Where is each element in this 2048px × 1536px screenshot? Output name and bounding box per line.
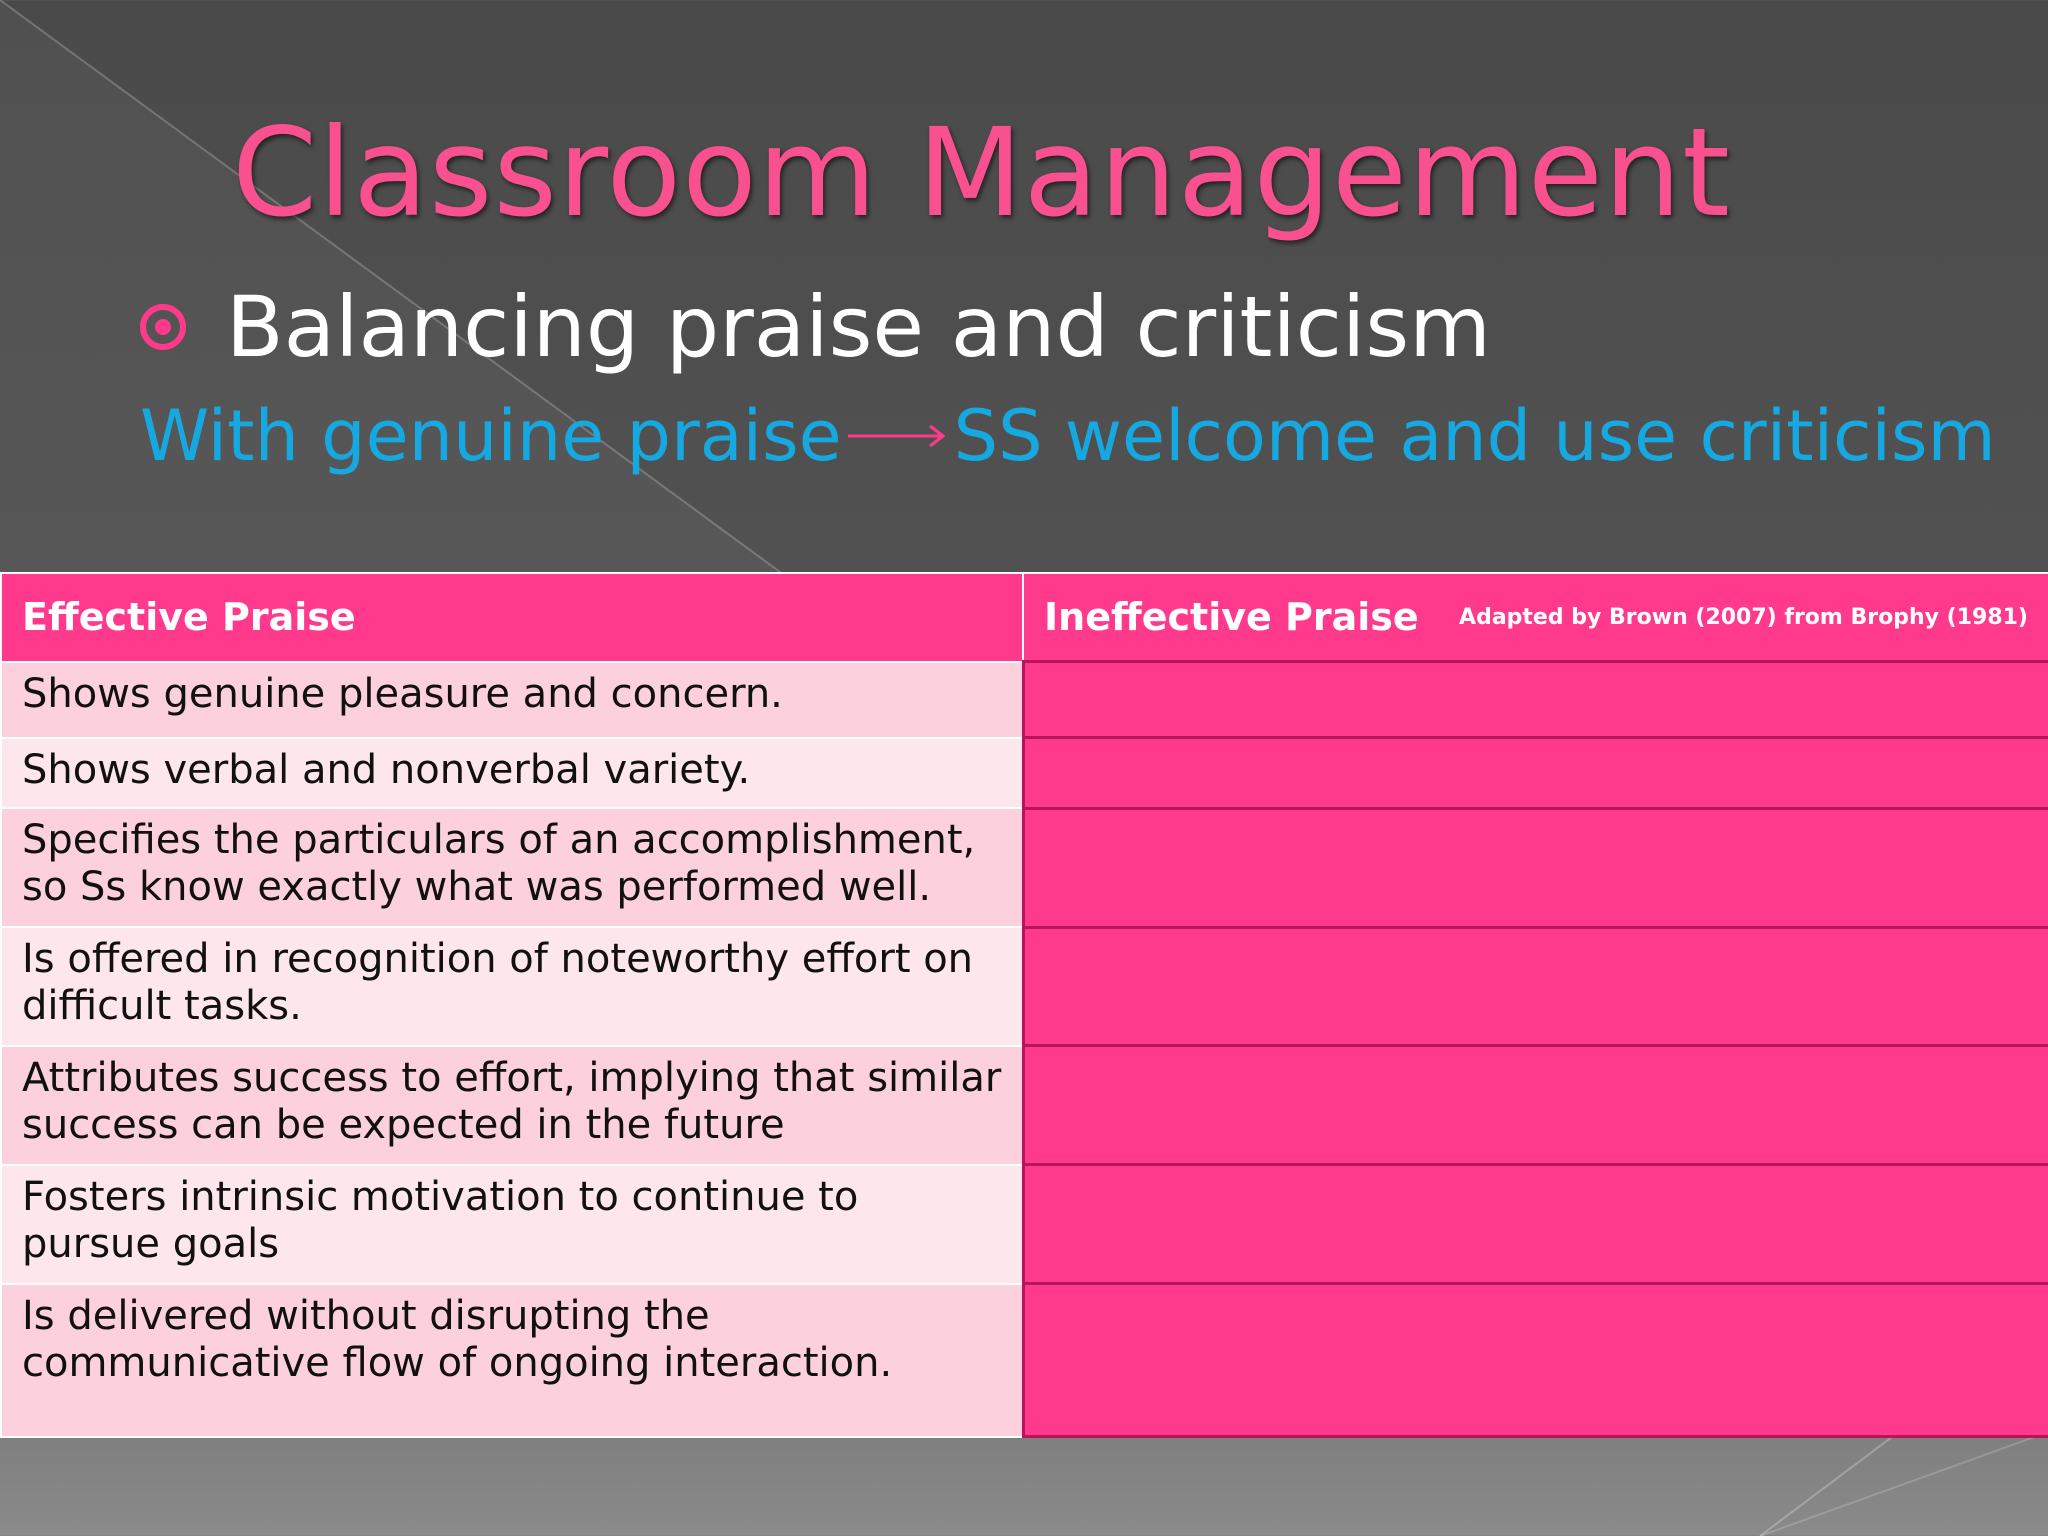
table-row bbox=[1, 1046, 2048, 1165]
table-row bbox=[1, 927, 2048, 1046]
table-row bbox=[1, 662, 2048, 738]
effective-cell: Shows verbal and nonverbal variety. bbox=[1, 738, 1023, 808]
effective-cell: Fosters intrinsic motivation to continue to pursue goals bbox=[1, 1165, 1023, 1284]
ineffective-cell-covered bbox=[1023, 1046, 2048, 1165]
effective-cell: Shows genuine pleasure and concern. bbox=[1, 662, 1023, 738]
table-header-row bbox=[1, 573, 2048, 662]
subtitle-part-2: SS welcome and use criticism bbox=[953, 395, 1996, 477]
effective-cell: Is offered in recognition of noteworthy effort on difficult tasks. bbox=[1, 927, 1023, 1046]
ineffective-cell-covered bbox=[1023, 738, 2048, 808]
ineffective-cell-covered bbox=[1023, 1284, 2048, 1437]
praise-table bbox=[0, 572, 2048, 1438]
table-row bbox=[1, 808, 2048, 927]
effective-cell: Attributes success to effort, implying that similar success can be expected in the future bbox=[1, 1046, 1023, 1165]
header-effective-praise: Effective Praise bbox=[1, 573, 1023, 662]
source-credit: Adapted by Brown (2007) from Brophy (1981) bbox=[1459, 604, 2028, 630]
header-ineffective-praise bbox=[1023, 573, 2048, 662]
effective-cell: Specifies the particulars of an accomplishment, so Ss know exactly what was performed well. bbox=[1, 808, 1023, 927]
ineffective-cell-covered bbox=[1023, 927, 2048, 1046]
subtitle-part-1: With genuine praise bbox=[140, 395, 842, 477]
circle-bullet-icon bbox=[140, 304, 186, 350]
right-arrow-icon bbox=[848, 421, 948, 451]
table-row bbox=[1, 738, 2048, 808]
ineffective-cell-covered bbox=[1023, 1165, 2048, 1284]
effective-cell: Is delivered without disrupting the communicative flow of ongoing interaction. bbox=[1, 1284, 1023, 1437]
table-row bbox=[1, 1165, 2048, 1284]
slide-title: Classroom Management bbox=[232, 102, 1732, 244]
subtitle-line bbox=[140, 395, 1996, 477]
ineffective-cell-covered bbox=[1023, 662, 2048, 738]
header-ineffective-label: Ineffective Praise bbox=[1044, 595, 1419, 639]
table-row bbox=[1, 1284, 2048, 1437]
bullet-text: Balancing praise and criticism bbox=[226, 278, 1491, 376]
bullet-point bbox=[140, 278, 1491, 376]
ineffective-cell-covered bbox=[1023, 808, 2048, 927]
